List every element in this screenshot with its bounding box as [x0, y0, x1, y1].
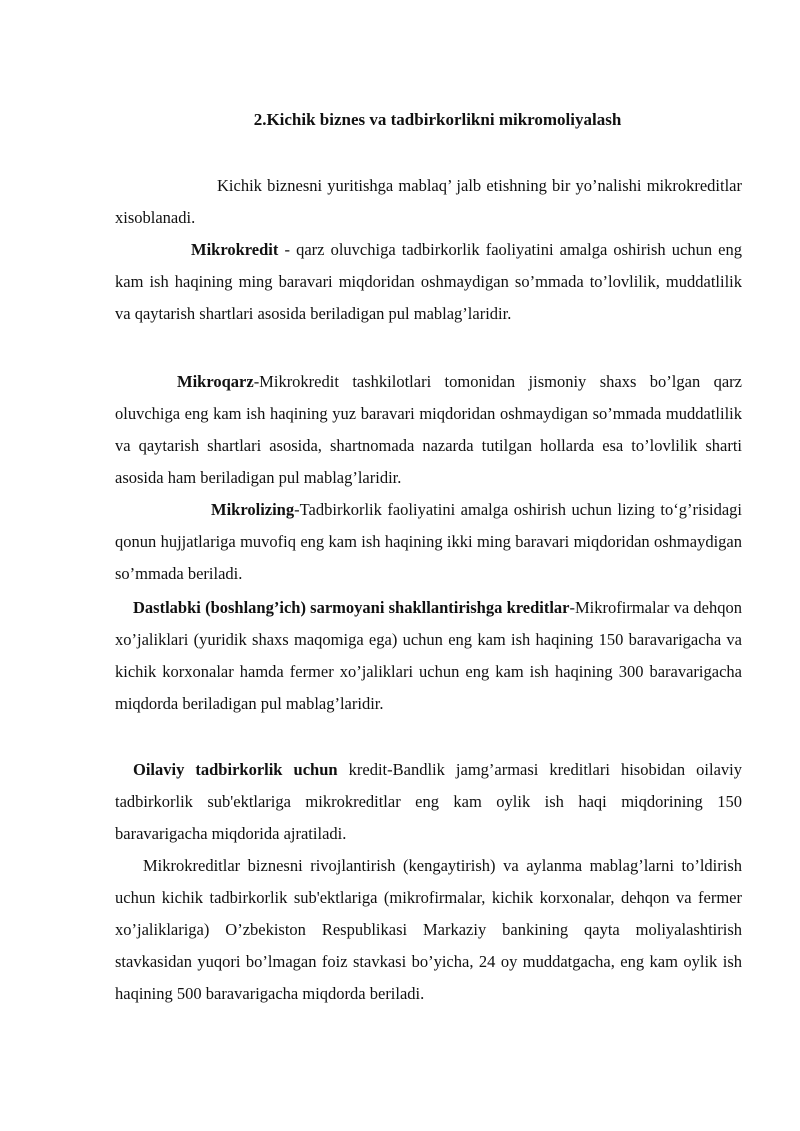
paragraph-text: Kichik biznesni yuritishga mablaq’ jalb etishning bir yo’nalishi mikrokreditlar xisoblanadi. — [115, 176, 742, 227]
paragraph-oilaviy — [115, 754, 742, 850]
term-mikrolizing: Mikrolizing — [211, 500, 295, 519]
term-mikrokredit: Mikrokredit — [191, 240, 279, 259]
term-oilaviy: Oilaviy tadbirkorlik uchun — [133, 760, 338, 779]
paragraph-intro — [115, 170, 742, 234]
paragraph-text: -Mikrofirmalar va dehqon xo’jaliklari (yuridik shaxs maqomiga ega) uchun eng kam ish haqining 150 baravarigacha va kichik korxonalar hamda fermer xo’jaliklari uchun eng kam ish haqining 300 baravarigacha miqdorda beriladigan pul mablag’laridir. — [115, 598, 742, 713]
paragraph-text: - qarz oluvchiga tadbirkorlik faoliyatini amalga oshirish uchun eng kam ish haqining ming baravari miqdoridan oshmaydigan so’mmada to’lovlilik, muddatlilik va qaytarish shartlari asosida beriladigan pul mablag’laridir. — [115, 240, 742, 323]
paragraph-mikrokredit — [115, 234, 742, 330]
section-title: 2.Kichik biznes va tadbirkorlikni mikromoliyalash — [253, 110, 622, 129]
paragraph-mikrolizing — [115, 494, 742, 590]
term-dastlabki: Dastlabki (boshlang’ich) sarmoyani shakllantirishga kreditlar — [133, 598, 570, 617]
paragraph-text: -Tadbirkorlik faoliyatini amalga oshirish uchun lizing to‘g’risidagi qonun hujjatlariga muvofiq eng kam ish haqining ikki ming baravari miqdoridan oshmaydigan so’mmada beriladi. — [115, 500, 742, 583]
paragraph-mikrokreditlar — [115, 850, 742, 1010]
paragraph-dastlabki — [115, 592, 742, 720]
paragraph-text: -Mikrokredit tashkilotlari tomonidan jismoniy shaxs bo’lgan qarz oluvchiga eng kam ish haqining yuz baravari miqdoridan oshmaydigan so’mmada muddatlilik va qaytarish shartlari asosida, shartnomada nazarda tutilgan hollarda esa to’lovlilik sharti asosida ham beriladigan pul mablag’laridir. — [115, 372, 742, 487]
paragraph-mikroqarz — [115, 366, 742, 494]
paragraph-text: Mikrokreditlar biznesni rivojlantirish (kengaytirish) va aylanma mablag’larni to’ldirish uchun kichik tadbirkorlik sub'ektlariga (mikrofirmalar, kichik korxonalar, dehqon va fermer xo’jaliklariga) O’zbekiston Respublikasi Markaziy bankining qayta moliyalashtirish stavkasidan yuqori bo’lmagan foiz stavkasi bo’yicha, 24 oy muddatgacha, eng kam oylik ish haqining 500 baravarigacha miqdorda beriladi. — [115, 856, 742, 1003]
term-mikroqarz: Mikroqarz — [177, 372, 254, 391]
paragraph-text: kredit-Bandlik jamg’armasi kreditlari hisobidan oilaviy tadbirkorlik sub'ektlariga mikrokreditlar eng kam oylik ish haqi miqdorining 150 baravarigacha miqdorida ajratiladi. — [115, 760, 742, 843]
